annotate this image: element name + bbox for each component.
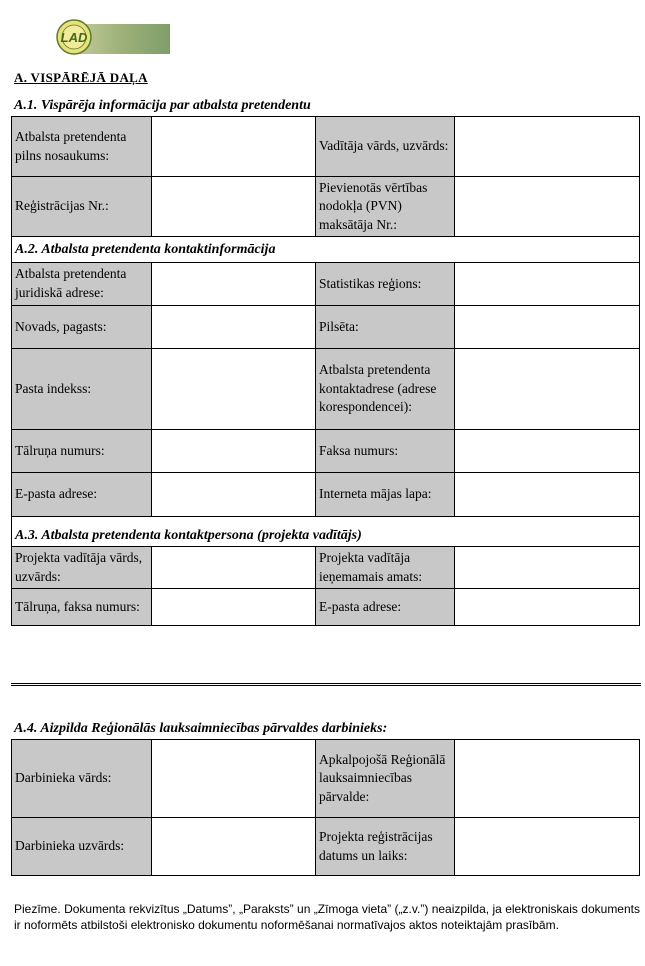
project-manager-position-field[interactable] <box>455 547 639 588</box>
field-label: Statistikas reģions: <box>316 263 455 305</box>
field-label: Atbalsta pretendenta kontaktadrese (adrese korespondencei): <box>316 349 455 429</box>
field-label: Projekta reģistrācijas datums un laiks: <box>316 818 455 875</box>
table-row <box>12 306 639 349</box>
legal-address-field[interactable] <box>152 263 316 305</box>
fax-field[interactable] <box>455 430 639 472</box>
field-label: Darbinieka uzvārds: <box>12 818 152 875</box>
field-label: Projekta vadītāja vārds, uzvārds: <box>12 547 152 588</box>
email-field[interactable] <box>152 473 316 516</box>
field-label: Pilsēta: <box>316 306 455 348</box>
footnote: Piezīme. Dokumenta rekvizītus „Datums”, „Paraksts” un „Zīmoga vieta” („z.v.”) neaizpilda, ja elektroniskais dokuments ir noformēts atbilstoši elektronisko dokumentu noformēšanai normatīvajos aktos noteiktajām prasībām. <box>14 902 640 933</box>
table-row <box>12 547 639 589</box>
manager-name-field[interactable] <box>455 117 639 176</box>
city-field[interactable] <box>455 306 639 348</box>
field-label: Vadītāja vārds, uzvārds: <box>316 117 455 176</box>
section-a4-title: A.4. Aizpilda Reģionālās lauksaimniecības pārvaldes darbinieks: <box>14 721 388 736</box>
part-title: A. VISPĀRĒJĀ DAĻA <box>14 70 148 85</box>
table-row <box>12 473 639 517</box>
field-label: E-pasta adrese: <box>12 473 152 516</box>
phone-field[interactable] <box>152 430 316 472</box>
website-field[interactable] <box>455 473 639 516</box>
field-label: E-pasta adrese: <box>316 589 455 625</box>
contact-email-field[interactable] <box>455 589 639 625</box>
field-label: Tālruņa numurs: <box>12 430 152 472</box>
lad-logo <box>40 18 170 58</box>
field-label: Interneta mājas lapa: <box>316 473 455 516</box>
table-row <box>12 349 639 430</box>
divider <box>11 683 641 686</box>
field-label: Projekta vadītāja ieņemamais amats: <box>316 547 455 588</box>
contact-phone-fax-field[interactable] <box>152 589 316 625</box>
section-a4-table <box>11 739 640 876</box>
project-manager-name-field[interactable] <box>152 547 316 588</box>
table-row <box>12 740 639 818</box>
logo-text: LAD <box>60 30 88 45</box>
lad-logo-graphic <box>40 18 170 58</box>
vat-number-field[interactable] <box>455 177 639 236</box>
table-row <box>12 818 639 875</box>
field-label: Reģistrācijas Nr.: <box>12 177 152 236</box>
field-label: Apkalpojošā Reģionālā lauksaimniecības pārvalde: <box>316 740 455 817</box>
registration-datetime-field[interactable] <box>455 818 639 875</box>
employee-first-name-field[interactable] <box>152 740 316 817</box>
pretendent-name-field[interactable] <box>152 117 316 176</box>
section-a2-title: A.2. Atbalsta pretendenta kontaktinformācija <box>12 237 639 263</box>
table-row <box>12 177 639 237</box>
contact-address-field[interactable] <box>455 349 639 429</box>
table-row <box>12 589 639 625</box>
field-label: Darbinieka vārds: <box>12 740 152 817</box>
section-a1-table <box>11 116 640 626</box>
section-a1-title: A.1. Vispārēja informācija par atbalsta pretendentu <box>14 98 311 113</box>
field-label: Tālruņa, faksa numurs: <box>12 589 152 625</box>
field-label: Atbalsta pretendenta pilns nosaukums: <box>12 117 152 176</box>
postal-code-field[interactable] <box>152 349 316 429</box>
statistics-region-field[interactable] <box>455 263 639 305</box>
section-a3-title: A.3. Atbalsta pretendenta kontaktpersona (projekta vadītājs) <box>12 517 639 547</box>
field-label: Atbalsta pretendenta juridiskā adrese: <box>12 263 152 305</box>
field-label: Novads, pagasts: <box>12 306 152 348</box>
table-row <box>12 263 639 306</box>
field-label: Pasta indekss: <box>12 349 152 429</box>
field-label: Pievienotās vērtības nodokļa (PVN) maksātāja Nr.: <box>316 177 455 236</box>
registration-number-field[interactable] <box>152 177 316 236</box>
employee-last-name-field[interactable] <box>152 818 316 875</box>
field-label: Faksa numurs: <box>316 430 455 472</box>
municipality-field[interactable] <box>152 306 316 348</box>
table-row <box>12 430 639 473</box>
table-row <box>12 117 639 177</box>
regional-board-field[interactable] <box>455 740 639 817</box>
